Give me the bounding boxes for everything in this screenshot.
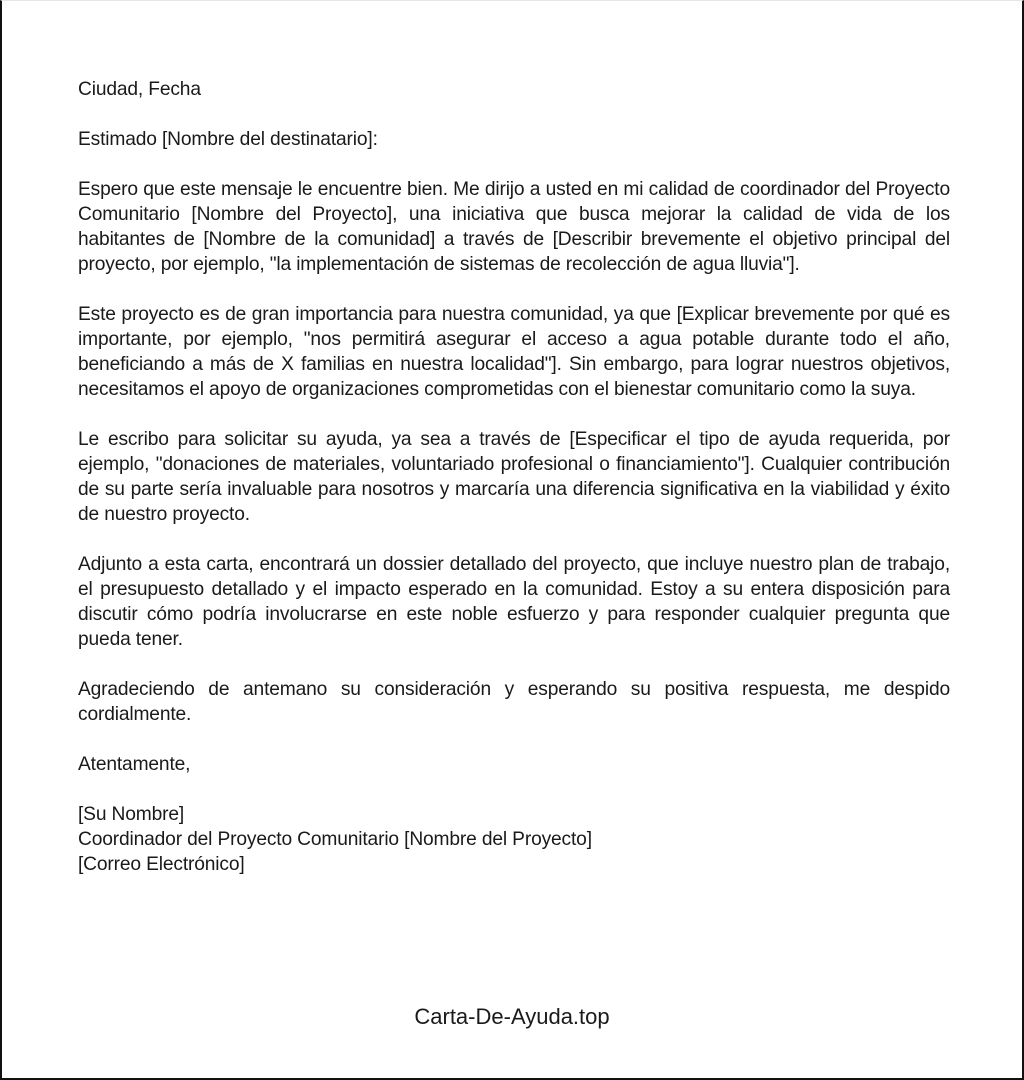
paragraph-attachment: Adjunto a esta carta, encontrará un dossier detallado del proyecto, que incluye nuestro plan de trabajo, el presupuesto detallado y el impacto esperado en la comunidad. Estoy a su entera disposición para discutir cómo podría involucrarse en este noble esfuerzo y para responder cualquier pregunta que pueda tener. bbox=[78, 554, 950, 650]
letter-body bbox=[78, 77, 950, 877]
salutation: Estimado [Nombre del destinatario]: bbox=[78, 129, 378, 150]
footer-site-name: Carta-De-Ayuda.top bbox=[414, 1004, 610, 1029]
paragraph-thanks: Agradeciendo de antemano su consideración y esperando su positiva respuesta, me despido cordialmente. bbox=[78, 679, 950, 725]
signature-email: [Correo Electrónico] bbox=[78, 854, 245, 875]
signature-name: [Su Nombre] bbox=[78, 804, 185, 825]
signature-block bbox=[78, 802, 950, 877]
paragraph-request: Le escribo para solicitar su ayuda, ya sea a través de [Especificar el tipo de ayuda requerida, por ejemplo, "donaciones de materiales, voluntariado profesional o financiamiento"]. Cualquier contribución de su parte sería invaluable para nosotros y marcaría una diferencia significativa en la viabilidad y éxito de nuestro proyecto. bbox=[78, 429, 950, 525]
paragraph-introduction: Espero que este mensaje le encuentre bien. Me dirijo a usted en mi calidad de coordinador del Proyecto Comunitario [Nombre del Proyecto], una iniciativa que busca mejorar la calidad de vida de los habitantes de [Nombre de la comunidad] a través de [Describir brevemente el objetivo principal del proyecto, por ejemplo, "la implementación de sistemas de recolección de agua lluvia"]. bbox=[78, 179, 950, 275]
paragraph-importance: Este proyecto es de gran importancia para nuestra comunidad, ya que [Explicar brevemente por qué es importante, por ejemplo, "nos permitirá asegurar el acceso a agua potable durante todo el año, beneficiando a más de X familias en nuestra localidad"]. Sin embargo, para lograr nuestros objetivos, necesitamos el apoyo de organizaciones comprometidas con el bienestar comunitario como la suya. bbox=[78, 304, 950, 400]
date-line: Ciudad, Fecha bbox=[78, 79, 201, 100]
closing: Atentamente, bbox=[78, 754, 191, 775]
signature-title: Coordinador del Proyecto Comunitario [Nombre del Proyecto] bbox=[78, 829, 592, 850]
